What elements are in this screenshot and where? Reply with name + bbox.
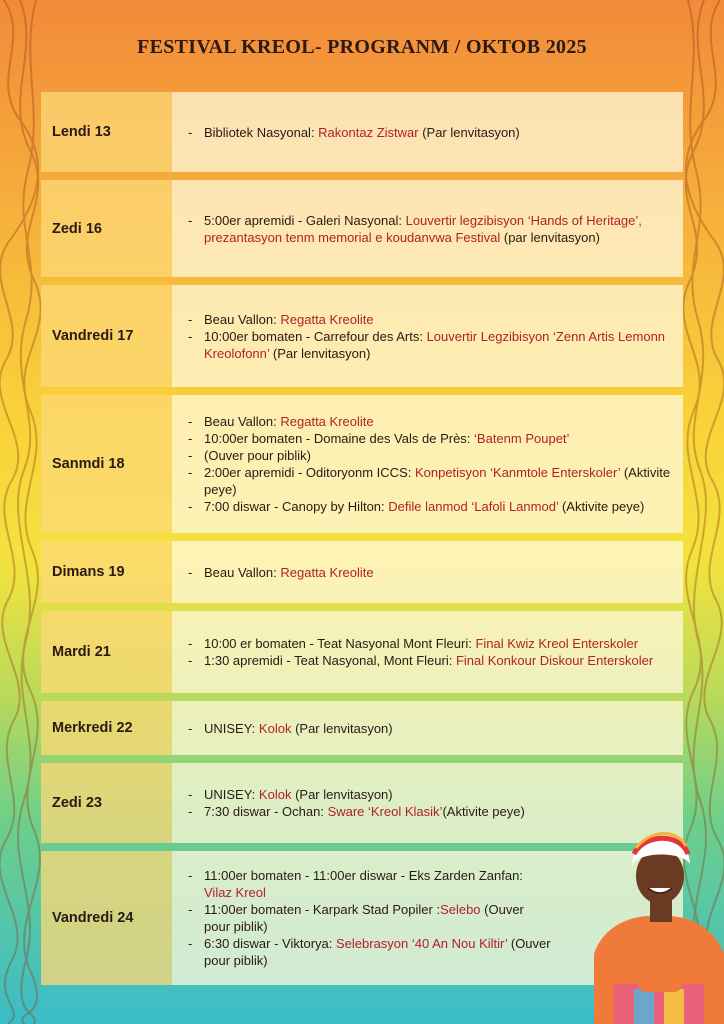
day-label: Zedi 16 — [41, 180, 172, 277]
left-border-pattern — [0, 0, 44, 1024]
event-item: - (Ouver pour piblik) — [182, 447, 673, 464]
day-label: Lendi 13 — [41, 92, 172, 172]
program-row — [41, 611, 683, 693]
page-title: FESTIVAL KREOL- PROGRANM / OKTOB 2025 — [137, 36, 587, 58]
event-item: - 10:00er bomaten - Domaine des Vals de Près: ‘Batenm Poupet’ — [182, 430, 673, 447]
event-item: - Beau Vallon: Regatta Kreolite — [182, 311, 673, 328]
events-cell — [172, 611, 683, 693]
day-label: Dimans 19 — [41, 541, 172, 603]
day-label: Zedi 23 — [41, 763, 172, 843]
program-row — [41, 701, 683, 755]
event-item: - Bibliotek Nasyonal: Rakontaz Zistwar (Par lenvitasyon) — [182, 124, 673, 141]
event-item: - 7:00 diswar - Canopy by Hilton: Defile lanmod ‘Lafoli Lanmod’ (Aktivite peye) — [182, 498, 673, 515]
day-label: Merkredi 22 — [41, 701, 172, 755]
program-row — [41, 180, 683, 277]
events-cell — [172, 92, 683, 172]
event-item: - 5:00er apremidi - Galeri Nasyonal: Louvertir legzibisyon ‘Hands of Heritage’, prezantasyon tenm memorial e koudanvwa Festival (par lenvitasyon) — [182, 212, 673, 246]
event-item: - 11:00er bomaten - Karpark Stad Popiler :Selebo (Ouver pour piblik) — [182, 901, 553, 935]
program-row — [41, 92, 683, 172]
event-item: - Beau Vallon: Regatta Kreolite — [182, 413, 673, 430]
day-label: Vandredi 17 — [41, 285, 172, 387]
events-cell — [172, 180, 683, 277]
day-label: Sanmdi 18 — [41, 395, 172, 533]
program-row — [41, 763, 683, 843]
event-item: - 10:00er bomaten - Carrefour des Arts: Louvertir Legzibisyon ‘Zenn Artis Lemonn Kreolofonn’ (Par lenvitasyon) — [182, 328, 673, 362]
event-item: - 1:30 apremidi - Teat Nasyonal, Mont Fleuri: Final Konkour Diskour Enterskoler — [182, 652, 673, 669]
event-item: - 2:00er apremidi - Oditoryonm ICCS: Konpetisyon ‘Kanmtole Enterskoler’ (Aktivite peye) — [182, 464, 673, 498]
events-cell — [172, 395, 683, 533]
program-row — [41, 851, 683, 985]
events-cell — [172, 285, 683, 387]
program-row — [41, 395, 683, 533]
event-item: - UNISEY: Kolok (Par lenvitasyon) — [182, 720, 673, 737]
day-label: Vandredi 24 — [41, 851, 172, 985]
events-cell — [172, 701, 683, 755]
events-cell — [172, 541, 683, 603]
event-item: - 11:00er bomaten - 11:00er diswar - Eks Zarden Zanfan: Vilaz Kreol — [182, 867, 553, 901]
event-item: - UNISEY: Kolok (Par lenvitasyon) — [182, 786, 673, 803]
festival-woman-image — [594, 804, 724, 1024]
program-table — [41, 92, 683, 993]
event-item: - 10:00 er bomaten - Teat Nasyonal Mont Fleuri: Final Kwiz Kreol Enterskoler — [182, 635, 673, 652]
event-item: - 6:30 diswar - Viktorya: Selebrasyon ‘40 An Nou Kiltir’ (Ouver pour piblik) — [182, 935, 553, 969]
event-item: - Beau Vallon: Regatta Kreolite — [182, 564, 673, 581]
program-row — [41, 285, 683, 387]
event-item: - 7:30 diswar - Ochan: Sware ‘Kreol Klasik’(Aktivite peye) — [182, 803, 673, 820]
program-row — [41, 541, 683, 603]
day-label: Mardi 21 — [41, 611, 172, 693]
